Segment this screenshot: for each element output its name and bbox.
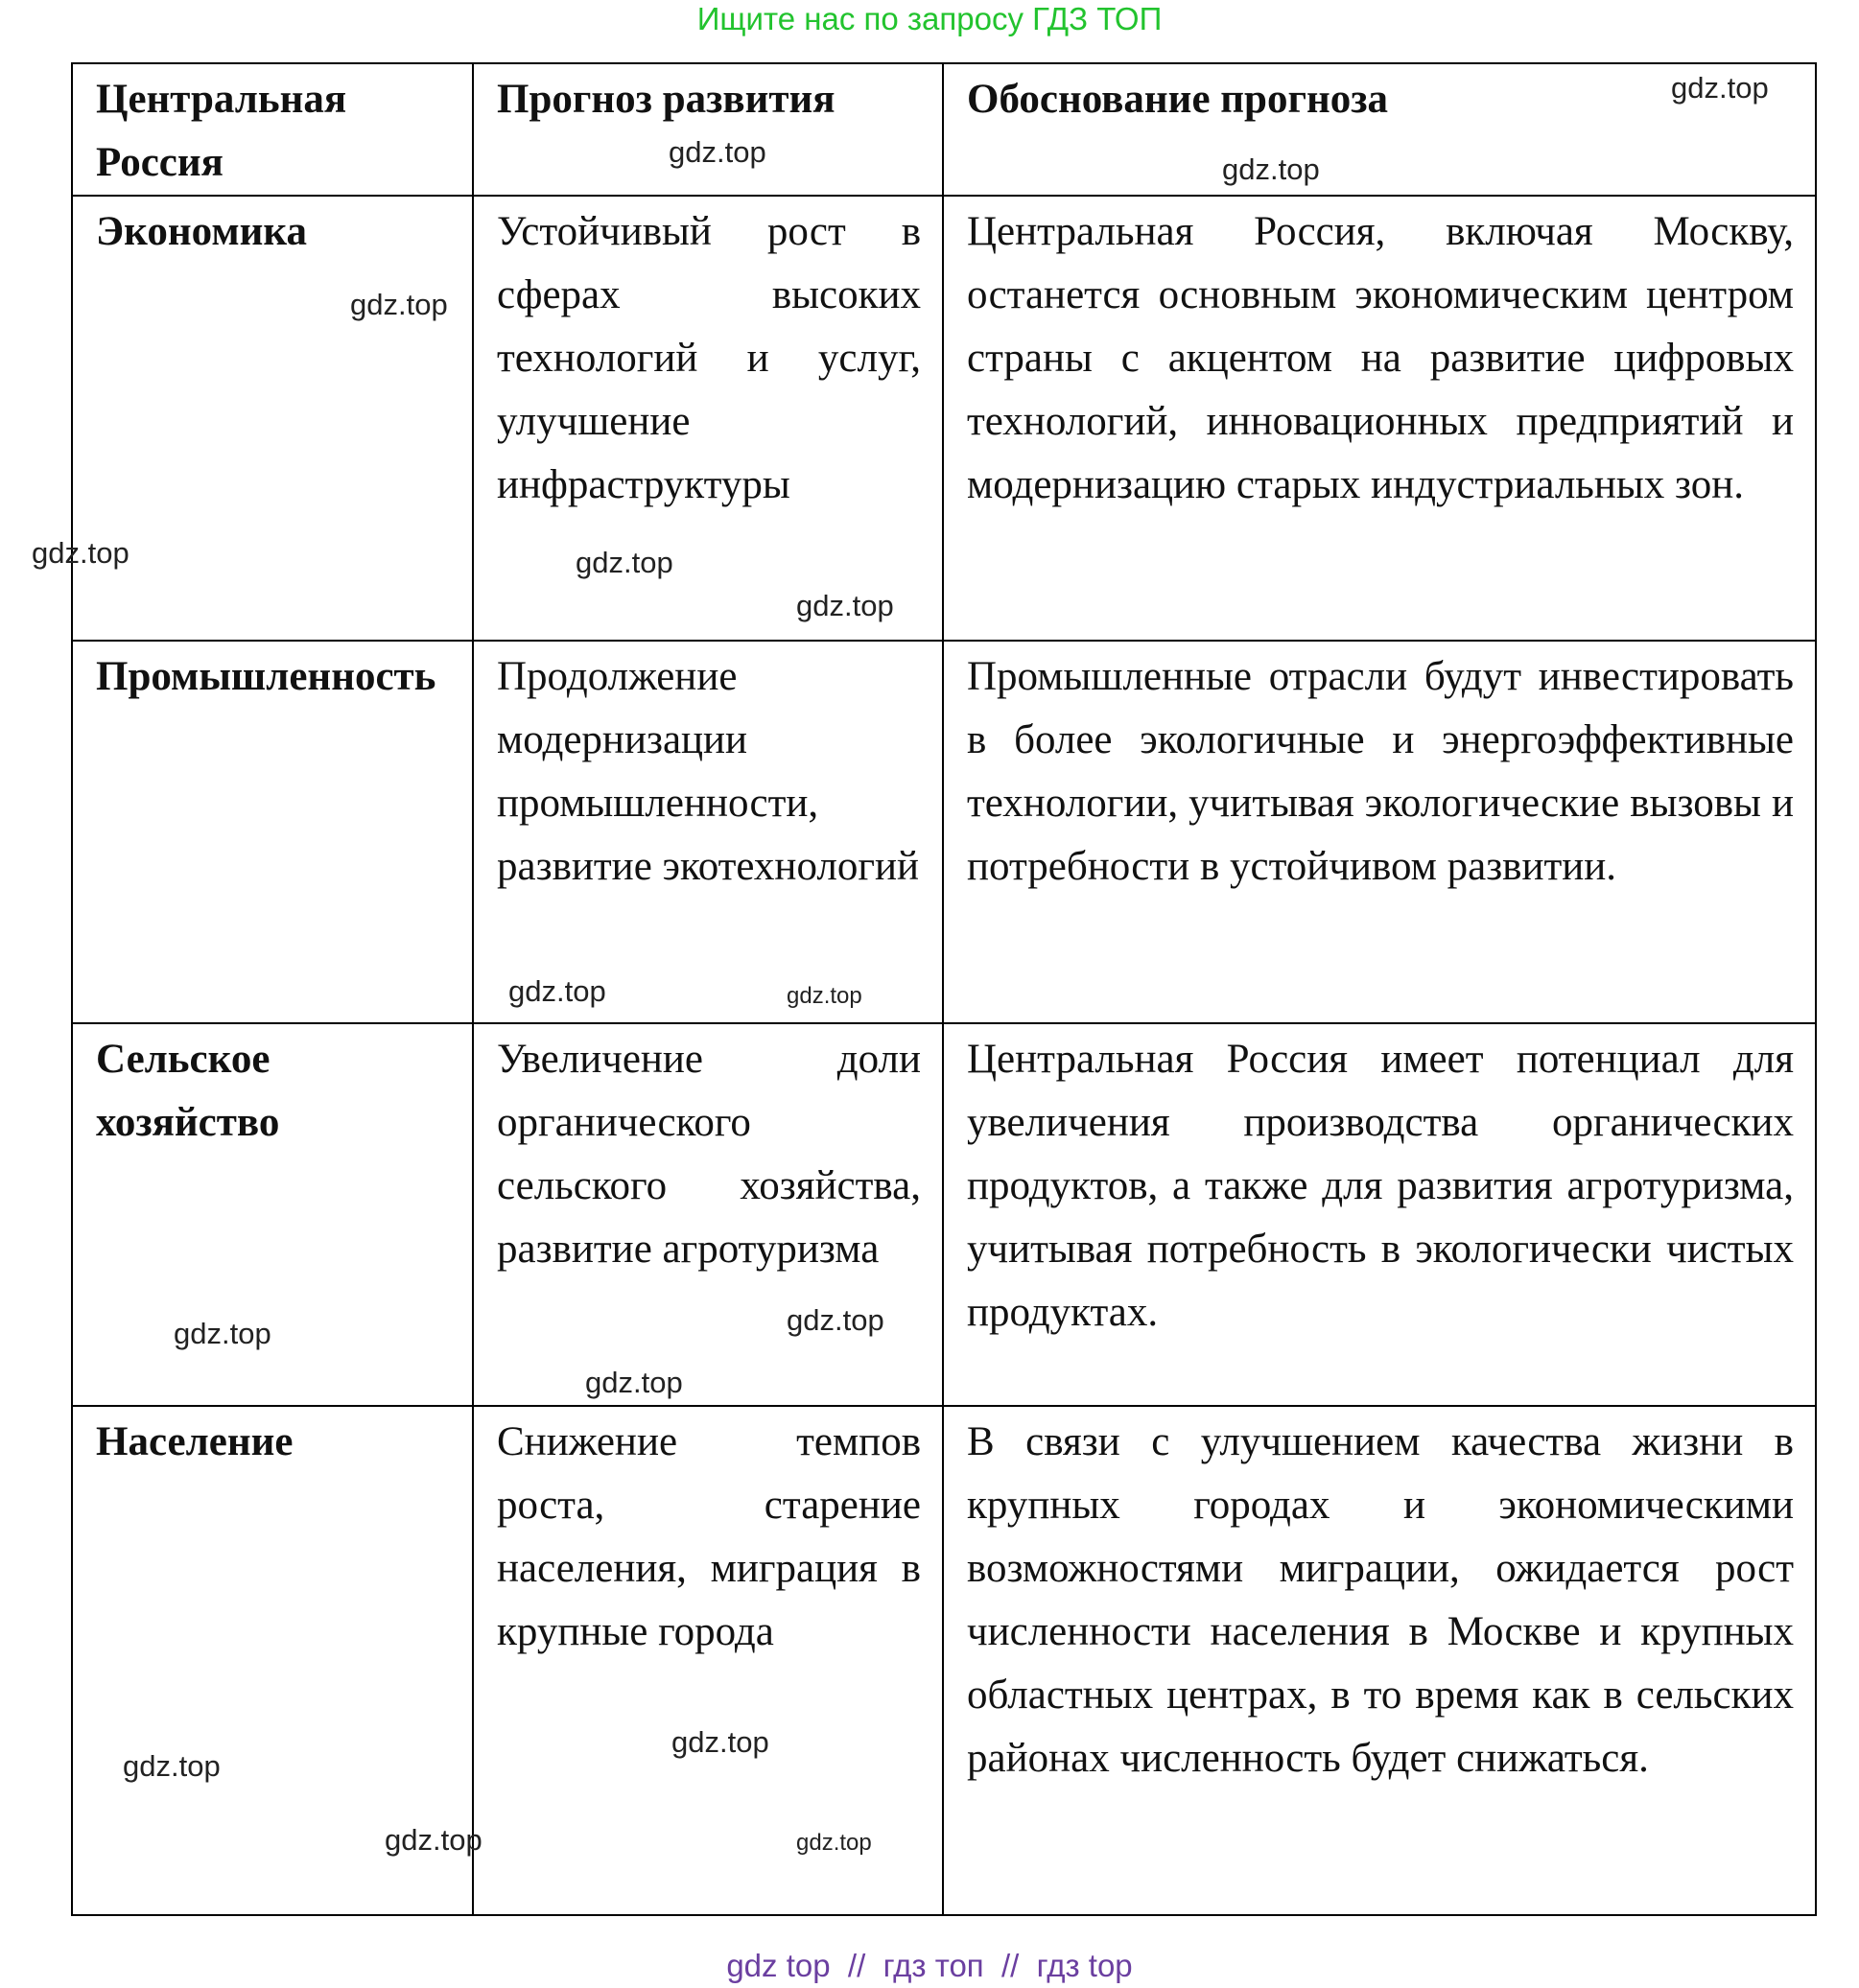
row-forecast: Увеличение доли органического сельского хозяйства, развитие агротуризма	[473, 1023, 943, 1406]
row-forecast: Продолжение модернизации промышленности, развитие экотехнологий	[473, 641, 943, 1023]
watermark: gdz.top	[787, 983, 862, 1009]
watermark: gdz.top	[576, 546, 673, 579]
row-topic: Экономика	[72, 196, 473, 641]
watermark: gdz.top	[585, 1366, 683, 1399]
header-reason: Обоснование прогноза	[943, 63, 1816, 196]
table-row	[72, 1023, 1816, 1406]
forecast-table	[71, 62, 1817, 1916]
watermark: gdz.top	[174, 1317, 271, 1350]
watermark: gdz.top	[669, 135, 766, 169]
row-reason: Центральная Россия, включая Москву, останется основным экономическим центром страны с акцентом на развитие цифровых технологий, инновационных предприятий и модернизацию старых индустриальных зон.	[943, 196, 1816, 641]
footer-links: gdz top // гдз топ // гдз top	[726, 1948, 1133, 1983]
row-topic: Сельское хозяйство	[72, 1023, 473, 1406]
watermark: gdz.top	[350, 288, 448, 321]
watermark: gdz.top	[671, 1725, 769, 1759]
table-row	[72, 1406, 1816, 1915]
watermark: gdz.top	[796, 1830, 872, 1856]
watermark: gdz.top	[796, 589, 894, 622]
row-forecast: Устойчивый рост в сферах высоких технологий и услуг, улучшение инфраструктуры	[473, 196, 943, 641]
watermark: gdz.top	[1671, 71, 1769, 105]
table-header-row	[72, 63, 1816, 196]
row-reason: В связи с улучшением качества жизни в крупных городах и экономическими возможностями миграции, ожидается рост численности населения в Москве и крупных областных центрах, в то время как в сельских районах численность будет снижаться.	[943, 1406, 1816, 1915]
watermark: gdz.top	[385, 1823, 482, 1857]
watermark: gdz.top	[123, 1749, 221, 1783]
row-reason: Центральная Россия имеет потенциал для увеличения производства органических продуктов, а также для развития агротуризма, учитывая потребность в экологически чистых продуктах.	[943, 1023, 1816, 1406]
header-region: Центральная Россия	[72, 63, 473, 196]
row-topic: Население	[72, 1406, 473, 1915]
row-forecast: Снижение темпов роста, старение населения, миграция в крупные города	[473, 1406, 943, 1915]
watermark: gdz.top	[32, 536, 129, 570]
watermark: gdz.top	[1222, 152, 1320, 186]
table-row	[72, 196, 1816, 641]
row-reason: Промышленные отрасли будут инвестировать в более экологичные и энергоэффективные технологии, учитывая экологические вызовы и потребности в устойчивом развитии.	[943, 641, 1816, 1023]
watermark: gdz.top	[508, 974, 606, 1008]
table-row	[72, 641, 1816, 1023]
watermark: gdz.top	[787, 1303, 884, 1337]
search-hint-banner: Ищите нас по запросу ГДЗ ТОП	[696, 1, 1163, 36]
header-forecast: Прогноз развития	[473, 63, 943, 196]
row-topic: Промышленность	[72, 641, 473, 1023]
